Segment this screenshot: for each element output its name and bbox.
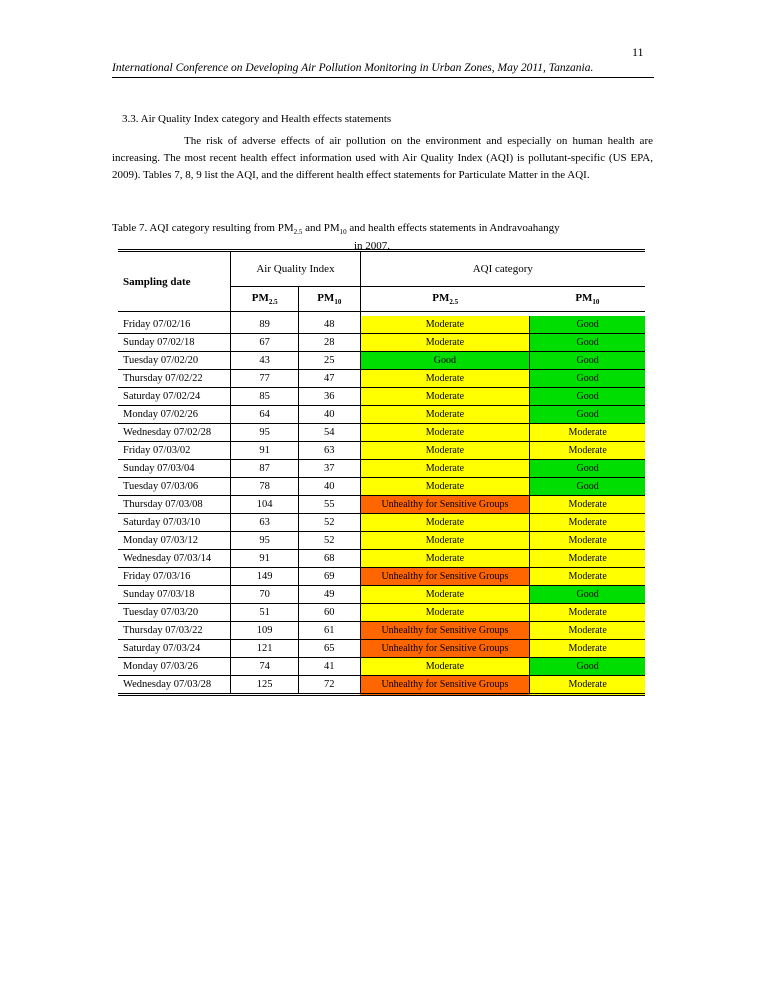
aqi-pm25-cell: 85 xyxy=(231,388,299,406)
aqi-pm25-cell: 95 xyxy=(231,424,299,442)
category-pm10-cell: Good xyxy=(530,334,645,352)
aqi-pm10-cell: 40 xyxy=(298,478,360,496)
category-pm10-cell: Good xyxy=(530,406,645,424)
header-sampling-date: Sampling date xyxy=(118,251,231,312)
date-cell: Wednesday 07/03/14 xyxy=(118,550,231,568)
category-pm25-cell: Moderate xyxy=(360,334,530,352)
aqi-pm10-cell: 52 xyxy=(298,514,360,532)
category-pm10-cell: Good xyxy=(530,586,645,604)
aqi-pm10-cell: 54 xyxy=(298,424,360,442)
table-row xyxy=(118,604,645,622)
table-row xyxy=(118,496,645,514)
aqi-pm25-cell: 43 xyxy=(231,352,299,370)
table-row xyxy=(118,316,645,334)
aqi-pm25-cell: 70 xyxy=(231,586,299,604)
aqi-pm10-cell: 72 xyxy=(298,676,360,695)
caption-prefix: Table 7. AQI category resulting from PM xyxy=(112,222,294,234)
header-rule xyxy=(112,77,654,78)
aqi-pm25-cell: 95 xyxy=(231,532,299,550)
table-row xyxy=(118,406,645,424)
aqi-pm10-cell: 61 xyxy=(298,622,360,640)
table-row xyxy=(118,424,645,442)
date-cell: Friday 07/02/16 xyxy=(118,316,231,334)
aqi-pm25-cell: 104 xyxy=(231,496,299,514)
date-cell: Sunday 07/02/18 xyxy=(118,334,231,352)
category-pm10-cell: Moderate xyxy=(530,568,645,586)
section-heading: 3.3. Air Quality Index category and Health effects statements xyxy=(122,113,392,125)
aqi-pm10-cell: 25 xyxy=(298,352,360,370)
caption-sub-pm25: 2.5 xyxy=(293,228,303,237)
table-row xyxy=(118,640,645,658)
aqi-pm25-cell: 67 xyxy=(231,334,299,352)
date-cell: Tuesday 07/03/06 xyxy=(118,478,231,496)
aqi-pm10-cell: 28 xyxy=(298,334,360,352)
date-cell: Sunday 07/03/04 xyxy=(118,460,231,478)
aqi-pm10-cell: 47 xyxy=(298,370,360,388)
category-pm10-cell: Moderate xyxy=(530,640,645,658)
table-row xyxy=(118,532,645,550)
aqi-pm10-cell: 36 xyxy=(298,388,360,406)
category-pm25-cell: Moderate xyxy=(360,316,530,334)
table-row xyxy=(118,352,645,370)
category-pm25-cell: Moderate xyxy=(360,514,530,532)
aqi-pm10-cell: 49 xyxy=(298,586,360,604)
table-row xyxy=(118,676,645,695)
page-number: 11 xyxy=(632,45,644,59)
table-row xyxy=(118,388,645,406)
running-header: International Conference on Developing Air Pollution Monitoring in Urban Zones, May 2011, Tanzania. xyxy=(112,62,594,74)
aqi-pm25-cell: 89 xyxy=(231,316,299,334)
category-pm10-cell: Moderate xyxy=(530,496,645,514)
aqi-pm25-cell: 51 xyxy=(231,604,299,622)
aqi-pm10-cell: 68 xyxy=(298,550,360,568)
header-air-quality-index: Air Quality Index xyxy=(231,251,360,287)
date-cell: Thursday 07/02/22 xyxy=(118,370,231,388)
category-pm25-cell: Moderate xyxy=(360,388,530,406)
table-row xyxy=(118,460,645,478)
header-cat-pm10: $PM_{10}$ xyxy=(530,287,645,312)
category-pm25-cell: Moderate xyxy=(360,532,530,550)
header-cat-pm25: $PM_{2.5}$ xyxy=(360,287,530,312)
date-cell: Monday 07/03/12 xyxy=(118,532,231,550)
date-cell: Saturday 07/03/10 xyxy=(118,514,231,532)
aqi-pm10-cell: 41 xyxy=(298,658,360,676)
date-cell: Sunday 07/03/18 xyxy=(118,586,231,604)
body-paragraph: The risk of adverse effects of air pollution on the environment and especially on human health are increasing. The most recent health effect information used with Air Quality Index (AQI) is pollutant-specific (US EPA, 2009). Tables 7, 8, 9 list the AQI, and the different health effect statements for Particulate Matter in the AQI. xyxy=(112,135,653,181)
header-aqi-pm25: $PM_{2.5}$ xyxy=(231,287,299,312)
aqi-pm25-cell: 64 xyxy=(231,406,299,424)
date-cell: Monday 07/02/26 xyxy=(118,406,231,424)
table-row xyxy=(118,586,645,604)
category-pm25-cell: Unhealthy for Sensitive Groups xyxy=(360,568,530,586)
aqi-pm25-cell: 77 xyxy=(231,370,299,388)
aqi-pm25-cell: 74 xyxy=(231,658,299,676)
category-pm25-cell: Moderate xyxy=(360,658,530,676)
date-cell: Saturday 07/03/24 xyxy=(118,640,231,658)
aqi-pm10-cell: 48 xyxy=(298,316,360,334)
aqi-pm25-cell: 149 xyxy=(231,568,299,586)
date-cell: Thursday 07/03/22 xyxy=(118,622,231,640)
aqi-pm25-cell: 91 xyxy=(231,442,299,460)
category-pm25-cell: Moderate xyxy=(360,406,530,424)
date-cell: Tuesday 07/03/20 xyxy=(118,604,231,622)
caption-sub-pm10: 10 xyxy=(339,228,347,237)
aqi-pm25-cell: 78 xyxy=(231,478,299,496)
category-pm10-cell: Good xyxy=(530,316,645,334)
aqi-pm10-cell: 65 xyxy=(298,640,360,658)
category-pm25-cell: Moderate xyxy=(360,460,530,478)
caption-line2: in 2007. xyxy=(353,240,391,253)
category-pm10-cell: Good xyxy=(530,460,645,478)
category-pm25-cell: Moderate xyxy=(360,586,530,604)
category-pm10-cell: Good xyxy=(530,352,645,370)
aqi-pm10-cell: 63 xyxy=(298,442,360,460)
aqi-pm10-cell: 60 xyxy=(298,604,360,622)
category-pm10-cell: Good xyxy=(530,658,645,676)
category-pm25-cell: Moderate xyxy=(360,442,530,460)
date-cell: Wednesday 07/02/28 xyxy=(118,424,231,442)
aqi-pm25-cell: 109 xyxy=(231,622,299,640)
date-cell: Friday 07/03/16 xyxy=(118,568,231,586)
category-pm10-cell: Good xyxy=(530,388,645,406)
category-pm10-cell: Good xyxy=(530,370,645,388)
category-pm25-cell: Unhealthy for Sensitive Groups xyxy=(360,496,530,514)
table-row xyxy=(118,550,645,568)
category-pm25-cell: Moderate xyxy=(360,550,530,568)
aqi-pm10-cell: 69 xyxy=(298,568,360,586)
date-cell: Wednesday 07/03/28 xyxy=(118,676,231,695)
table-row xyxy=(118,442,645,460)
category-pm25-cell: Moderate xyxy=(360,424,530,442)
table-row xyxy=(118,370,645,388)
category-pm10-cell: Moderate xyxy=(530,442,645,460)
date-cell: Friday 07/03/02 xyxy=(118,442,231,460)
table-row xyxy=(118,334,645,352)
header-aqi-pm10: $PM_{10}$ xyxy=(298,287,360,312)
date-cell: Tuesday 07/02/20 xyxy=(118,352,231,370)
table-row xyxy=(118,658,645,676)
category-pm25-cell: Moderate xyxy=(360,478,530,496)
aqi-pm10-cell: 37 xyxy=(298,460,360,478)
category-pm10-cell: Moderate xyxy=(530,424,645,442)
category-pm25-cell: Unhealthy for Sensitive Groups xyxy=(360,640,530,658)
category-pm25-cell: Moderate xyxy=(360,370,530,388)
caption-middle: and PM xyxy=(302,222,340,234)
category-pm10-cell: Moderate xyxy=(530,550,645,568)
aqi-table xyxy=(118,249,645,696)
table-row xyxy=(118,568,645,586)
table-row xyxy=(118,478,645,496)
category-pm25-cell: Unhealthy for Sensitive Groups xyxy=(360,622,530,640)
date-cell: Thursday 07/03/08 xyxy=(118,496,231,514)
category-pm25-cell: Moderate xyxy=(360,604,530,622)
aqi-pm25-cell: 63 xyxy=(231,514,299,532)
aqi-pm10-cell: 52 xyxy=(298,532,360,550)
aqi-pm25-cell: 91 xyxy=(231,550,299,568)
aqi-pm10-cell: 55 xyxy=(298,496,360,514)
table-row xyxy=(118,514,645,532)
category-pm10-cell: Moderate xyxy=(530,514,645,532)
aqi-pm25-cell: 87 xyxy=(231,460,299,478)
aqi-pm25-cell: 125 xyxy=(231,676,299,695)
category-pm10-cell: Moderate xyxy=(530,532,645,550)
category-pm25-cell: Unhealthy for Sensitive Groups xyxy=(360,676,530,695)
category-pm25-cell: Good xyxy=(360,352,530,370)
category-pm10-cell: Moderate xyxy=(530,676,645,695)
header-aqi-category: AQI category xyxy=(360,251,645,287)
table-row xyxy=(118,622,645,640)
date-cell: Saturday 07/02/24 xyxy=(118,388,231,406)
aqi-pm10-cell: 40 xyxy=(298,406,360,424)
caption-suffix: and health effects statements in Andravoahangy xyxy=(346,222,560,234)
category-pm10-cell: Moderate xyxy=(530,604,645,622)
date-cell: Monday 07/03/26 xyxy=(118,658,231,676)
aqi-pm25-cell: 121 xyxy=(231,640,299,658)
aqi-table-body xyxy=(118,312,645,695)
category-pm10-cell: Moderate xyxy=(530,622,645,640)
category-pm10-cell: Good xyxy=(530,478,645,496)
